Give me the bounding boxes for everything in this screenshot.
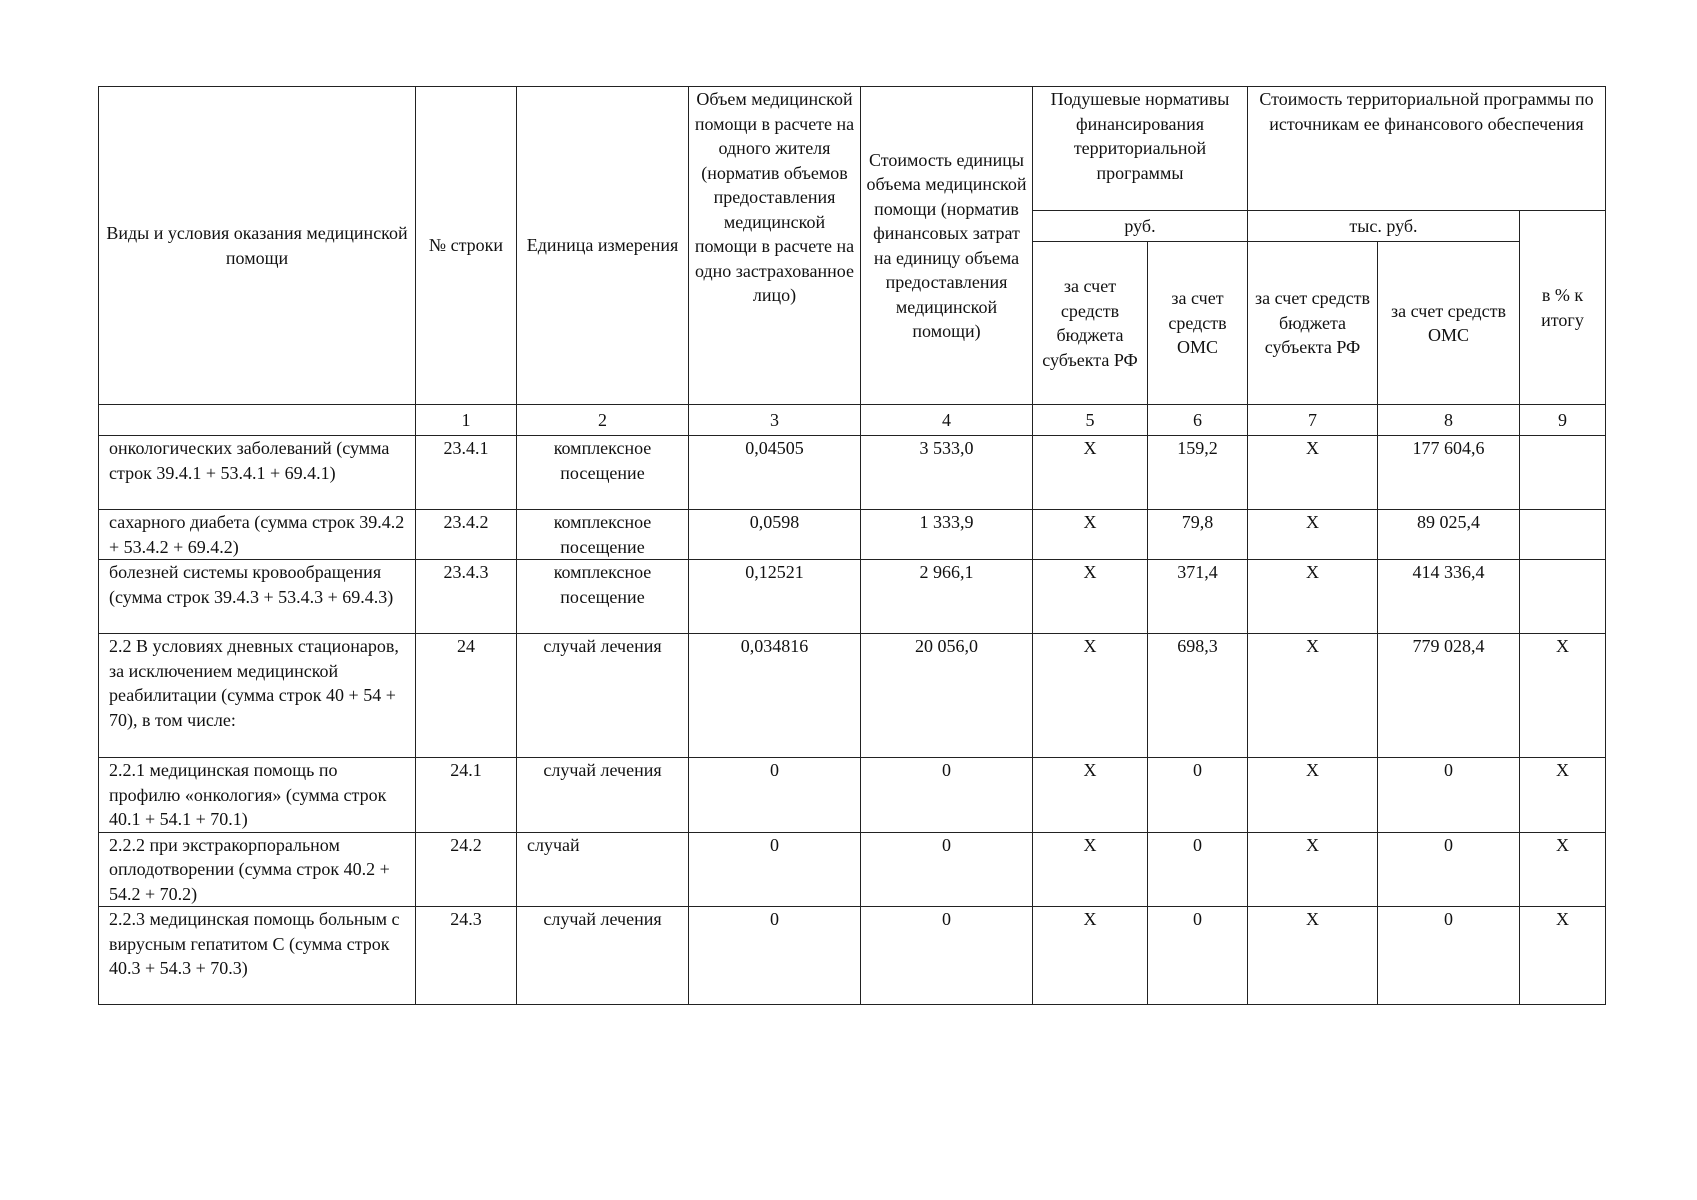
line-number-cell: 24.1 (416, 758, 517, 833)
total-oms-cell: 0 (1378, 907, 1520, 1005)
pc-budget-cell: Х (1033, 758, 1148, 833)
total-budget-cell: Х (1248, 560, 1378, 634)
total-oms-cell: 0 (1378, 758, 1520, 833)
pc-budget-cell: Х (1033, 634, 1148, 758)
unit-cell: случай (517, 832, 689, 907)
percent-cell: Х (1520, 634, 1606, 758)
pc-oms-cell: 79,8 (1148, 510, 1248, 560)
column-number: 3 (689, 405, 861, 436)
line-number-cell: 23.4.2 (416, 510, 517, 560)
row-name-cell: 2.2.1 медицинская помощь по профилю «онкология» (сумма строк 40.1 + 54.1 + 70.1) (99, 758, 416, 833)
unit-cell: случай лечения (517, 907, 689, 1005)
header-unit-rub: руб. (1033, 211, 1248, 242)
percent-cell: Х (1520, 758, 1606, 833)
program-cost-table (98, 86, 1606, 1005)
header-unit: Единица измерения (517, 87, 689, 405)
header-percent-total: в % к итогу (1520, 211, 1606, 405)
column-number: 6 (1148, 405, 1248, 436)
unit-cost-cell: 0 (861, 832, 1033, 907)
total-oms-cell: 414 336,4 (1378, 560, 1520, 634)
total-oms-cell: 177 604,6 (1378, 436, 1520, 510)
header-unit-cost: Стоимость единицы объема медицинской помощи (норматив финансовых затрат на единицу объема предоставления медицинской помощи) (861, 87, 1033, 405)
column-number: 7 (1248, 405, 1378, 436)
total-budget-cell: Х (1248, 436, 1378, 510)
unit-cost-cell: 1 333,9 (861, 510, 1033, 560)
column-number (99, 405, 416, 436)
header-total-budget: за счет средств бюджета субъекта РФ (1248, 242, 1378, 405)
pc-oms-cell: 371,4 (1148, 560, 1248, 634)
volume-cell: 0 (689, 832, 861, 907)
pc-budget-cell: Х (1033, 510, 1148, 560)
row-name-cell: 2.2.3 медицинская помощь больным с вирусным гепатитом С (сумма строк 40.3 + 54.3 + 70.3) (99, 907, 416, 1005)
table-row (99, 560, 1606, 634)
row-name-cell: 2.2 В условиях дневных стационаров, за исключением медицинской реабилитации (сумма строк 40 + 54 + 70), в том числе: (99, 634, 416, 758)
unit-cell: комплексное посещение (517, 560, 689, 634)
header-volume: Объем медицинской помощи в расчете на одного жителя (норматив объемов предоставления медицинской помощи в расчете на одно застрахованное лицо) (689, 87, 861, 405)
table-row (99, 510, 1606, 560)
line-number-cell: 23.4.1 (416, 436, 517, 510)
total-oms-cell: 0 (1378, 832, 1520, 907)
volume-cell: 0,034816 (689, 634, 861, 758)
unit-cell: случай лечения (517, 758, 689, 833)
total-budget-cell: Х (1248, 510, 1378, 560)
header-pc-budget: за счет средств бюджета субъекта РФ (1033, 242, 1148, 405)
column-number: 4 (861, 405, 1033, 436)
total-budget-cell: Х (1248, 832, 1378, 907)
header-pc-oms: за счет средств ОМС (1148, 242, 1248, 405)
pc-oms-cell: 698,3 (1148, 634, 1248, 758)
unit-cell: комплексное посещение (517, 510, 689, 560)
row-name-cell: болезней системы кровообращения (сумма строк 39.4.3 + 53.4.3 + 69.4.3) (99, 560, 416, 634)
volume-cell: 0,0598 (689, 510, 861, 560)
volume-cell: 0 (689, 907, 861, 1005)
line-number-cell: 24 (416, 634, 517, 758)
header-program-cost-group: Стоимость территориальной программы по источникам ее финансового обеспечения (1248, 87, 1606, 211)
line-number-cell: 23.4.3 (416, 560, 517, 634)
unit-cell: случай лечения (517, 634, 689, 758)
header-total-oms: за счет средств ОМС (1378, 242, 1520, 405)
total-budget-cell: Х (1248, 634, 1378, 758)
column-number: 1 (416, 405, 517, 436)
column-number: 8 (1378, 405, 1520, 436)
unit-cost-cell: 0 (861, 758, 1033, 833)
unit-cost-cell: 2 966,1 (861, 560, 1033, 634)
column-number: 5 (1033, 405, 1148, 436)
total-oms-cell: 89 025,4 (1378, 510, 1520, 560)
row-name-cell: сахарного диабета (сумма строк 39.4.2 + 53.4.2 + 69.4.2) (99, 510, 416, 560)
percent-cell (1520, 560, 1606, 634)
pc-budget-cell: Х (1033, 907, 1148, 1005)
pc-oms-cell: 159,2 (1148, 436, 1248, 510)
pc-budget-cell: Х (1033, 832, 1148, 907)
pc-oms-cell: 0 (1148, 758, 1248, 833)
percent-cell: Х (1520, 907, 1606, 1005)
line-number-cell: 24.2 (416, 832, 517, 907)
percent-cell (1520, 436, 1606, 510)
line-number-cell: 24.3 (416, 907, 517, 1005)
column-number: 2 (517, 405, 689, 436)
header-kinds-conditions: Виды и условия оказания медицинской помощи (99, 87, 416, 405)
unit-cell: комплексное посещение (517, 436, 689, 510)
header-unit-thousand-rub: тыс. руб. (1248, 211, 1520, 242)
table-row (99, 634, 1606, 758)
total-budget-cell: Х (1248, 758, 1378, 833)
table-row (99, 758, 1606, 833)
volume-cell: 0,04505 (689, 436, 861, 510)
volume-cell: 0,12521 (689, 560, 861, 634)
unit-cost-cell: 0 (861, 907, 1033, 1005)
table-row (99, 436, 1606, 510)
pc-budget-cell: Х (1033, 436, 1148, 510)
column-number-row (99, 405, 1606, 436)
volume-cell: 0 (689, 758, 861, 833)
pc-budget-cell: Х (1033, 560, 1148, 634)
total-oms-cell: 779 028,4 (1378, 634, 1520, 758)
pc-oms-cell: 0 (1148, 832, 1248, 907)
header-line-number: № строки (416, 87, 517, 405)
column-number: 9 (1520, 405, 1606, 436)
table-body (99, 436, 1606, 1005)
header-per-capita-group: Подушевые нормативы финансирования территориальной программы (1033, 87, 1248, 211)
row-name-cell: онкологических заболеваний (сумма строк 39.4.1 + 53.4.1 + 69.4.1) (99, 436, 416, 510)
percent-cell (1520, 510, 1606, 560)
total-budget-cell: Х (1248, 907, 1378, 1005)
table-row (99, 832, 1606, 907)
unit-cost-cell: 3 533,0 (861, 436, 1033, 510)
row-name-cell: 2.2.2 при экстракорпоральном оплодотворении (сумма строк 40.2 + 54.2 + 70.2) (99, 832, 416, 907)
unit-cost-cell: 20 056,0 (861, 634, 1033, 758)
percent-cell: Х (1520, 832, 1606, 907)
pc-oms-cell: 0 (1148, 907, 1248, 1005)
table-row (99, 907, 1606, 1005)
